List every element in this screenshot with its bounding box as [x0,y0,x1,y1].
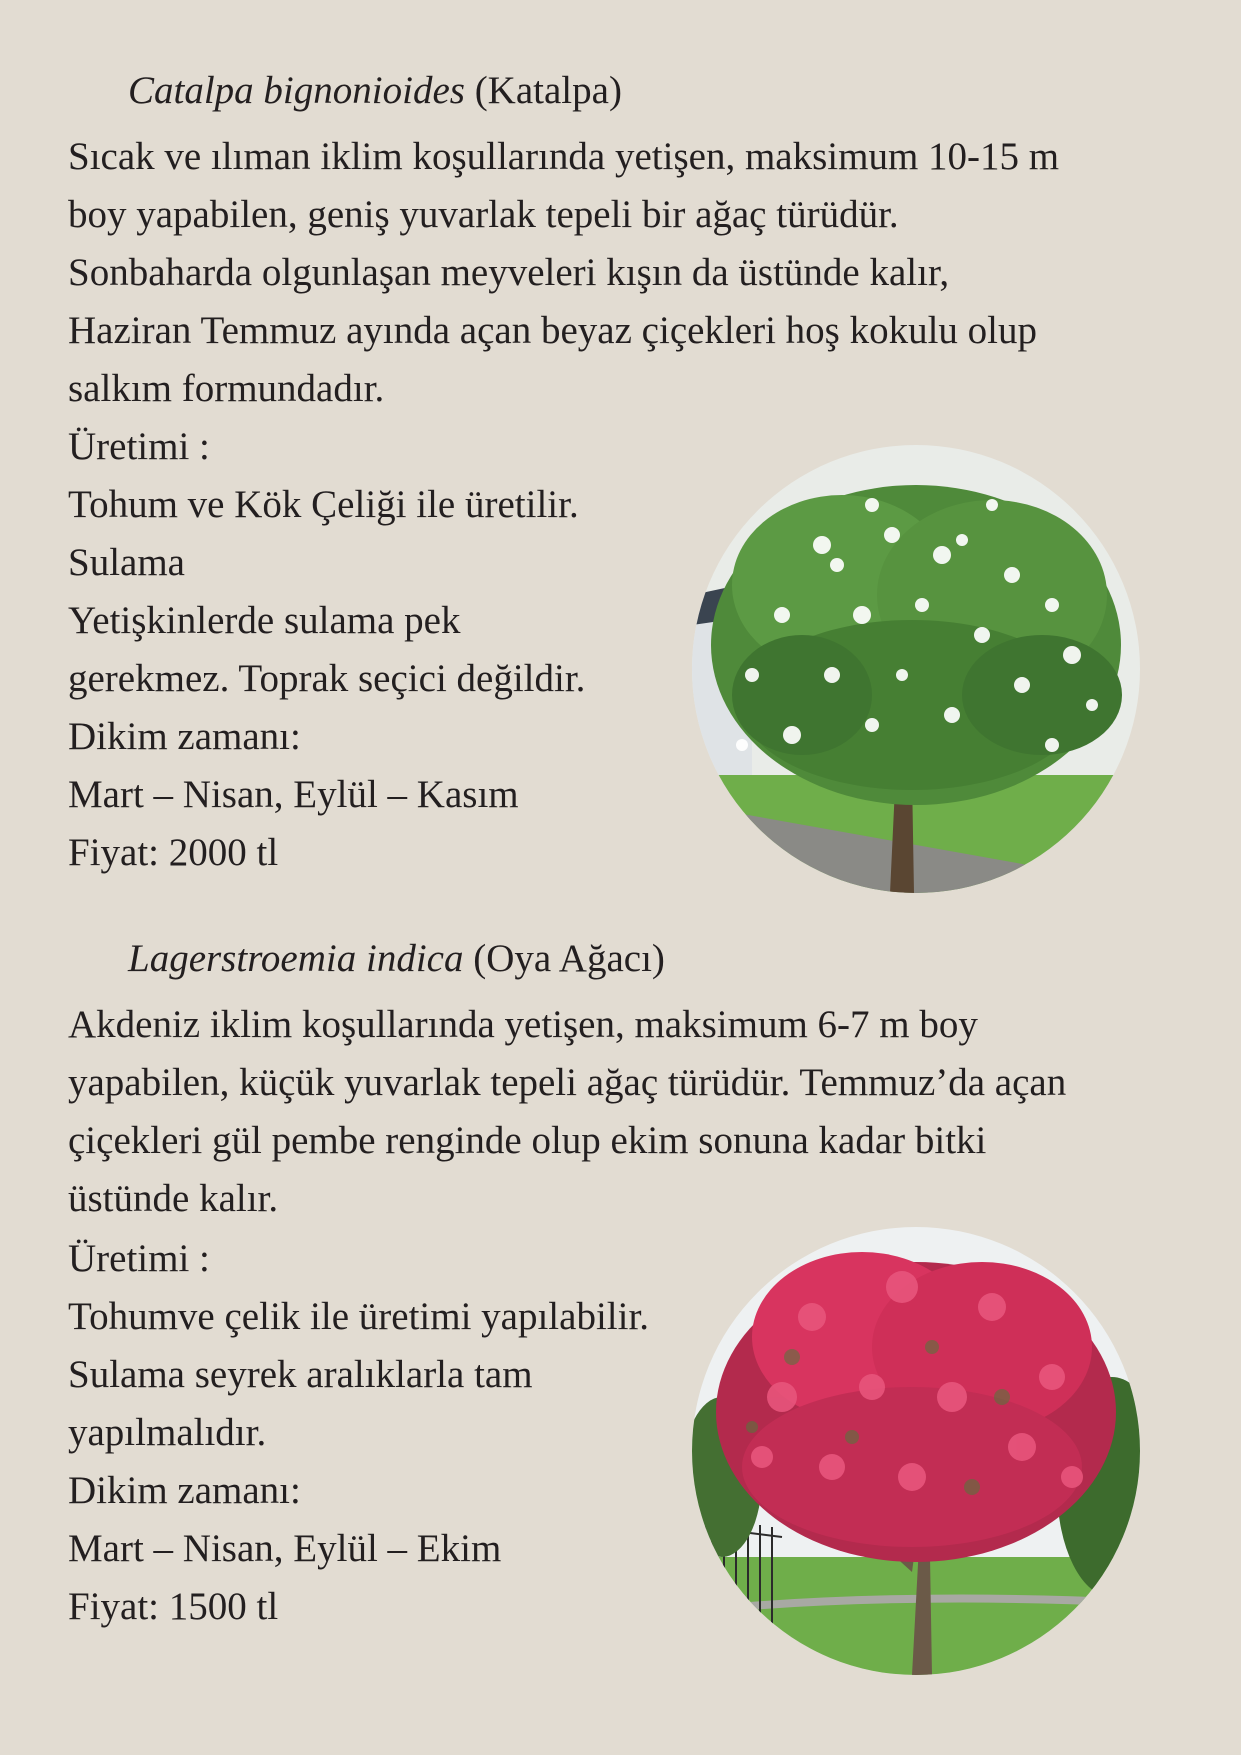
planting-time-heading: Dikim zamanı: [68,1469,301,1512]
price-text: Fiyat: 2000 tl [68,831,279,874]
lagerstroemia-tree-photo [692,1227,1140,1675]
catalpa-tree-illustration [692,445,1140,893]
description-line: boy yapabilen, geniş yuvarlak tepeli bir ağaç türüdür. [68,193,899,236]
watering-text: Sulama seyrek aralıklarla tam [68,1353,533,1396]
watering-text: yapılmalıdır. [68,1411,267,1454]
production-heading: Üretimi : [68,1237,210,1280]
planting-time-heading: Dikim zamanı: [68,715,301,758]
description-line: Sonbaharda olgunlaşan meyveleri kışın da üstünde kalır, [68,251,950,294]
price-text: Fiyat: 1500 tl [68,1585,279,1628]
description-line: salkım formundadır. [68,367,385,410]
common-name: (Oya Ağacı) [473,937,665,980]
watering-text: gerekmez. Toprak seçici değildir. [68,657,586,700]
planting-time-text: Mart – Nisan, Eylül – Ekim [68,1527,502,1570]
plant-title [128,930,665,988]
planting-time-text: Mart – Nisan, Eylül – Kasım [68,773,519,816]
lagerstroemia-tree-illustration [692,1227,1140,1675]
catalpa-tree-photo [692,445,1140,893]
production-text: Tohum ve Kök Çeliği ile üretilir. [68,483,579,526]
plant-details [68,1230,649,1636]
production-heading: Üretimi : [68,425,210,468]
description-line: Haziran Temmuz ayında açan beyaz çiçekleri hoş kokulu olup [68,309,1038,352]
common-name: (Katalpa) [474,69,622,112]
watering-heading: Sulama [68,541,185,584]
description-line: yapabilen, küçük yuvarlak tepeli ağaç türüdür. Temmuz’da açan [68,1061,1067,1104]
plant-details [68,418,585,882]
plant-title [128,62,622,120]
description-line: Akdeniz iklim koşullarında yetişen, maksimum 6-7 m boy [68,1003,978,1046]
description-line: üstünde kalır. [68,1177,279,1220]
scientific-name: Lagerstroemia indica [128,937,464,980]
description-line: çiçekleri gül pembe renginde olup ekim sonuna kadar bitki [68,1119,987,1162]
plant-description [68,128,1198,418]
scientific-name: Catalpa bignonioides [128,69,465,112]
production-text: Tohumve çelik ile üretimi yapılabilir. [68,1295,650,1338]
plant-description [68,996,1198,1228]
watering-text: Yetişkinlerde sulama pek [68,599,461,642]
description-line: Sıcak ve ılıman iklim koşullarında yetişen, maksimum 10-15 m [68,135,1060,178]
